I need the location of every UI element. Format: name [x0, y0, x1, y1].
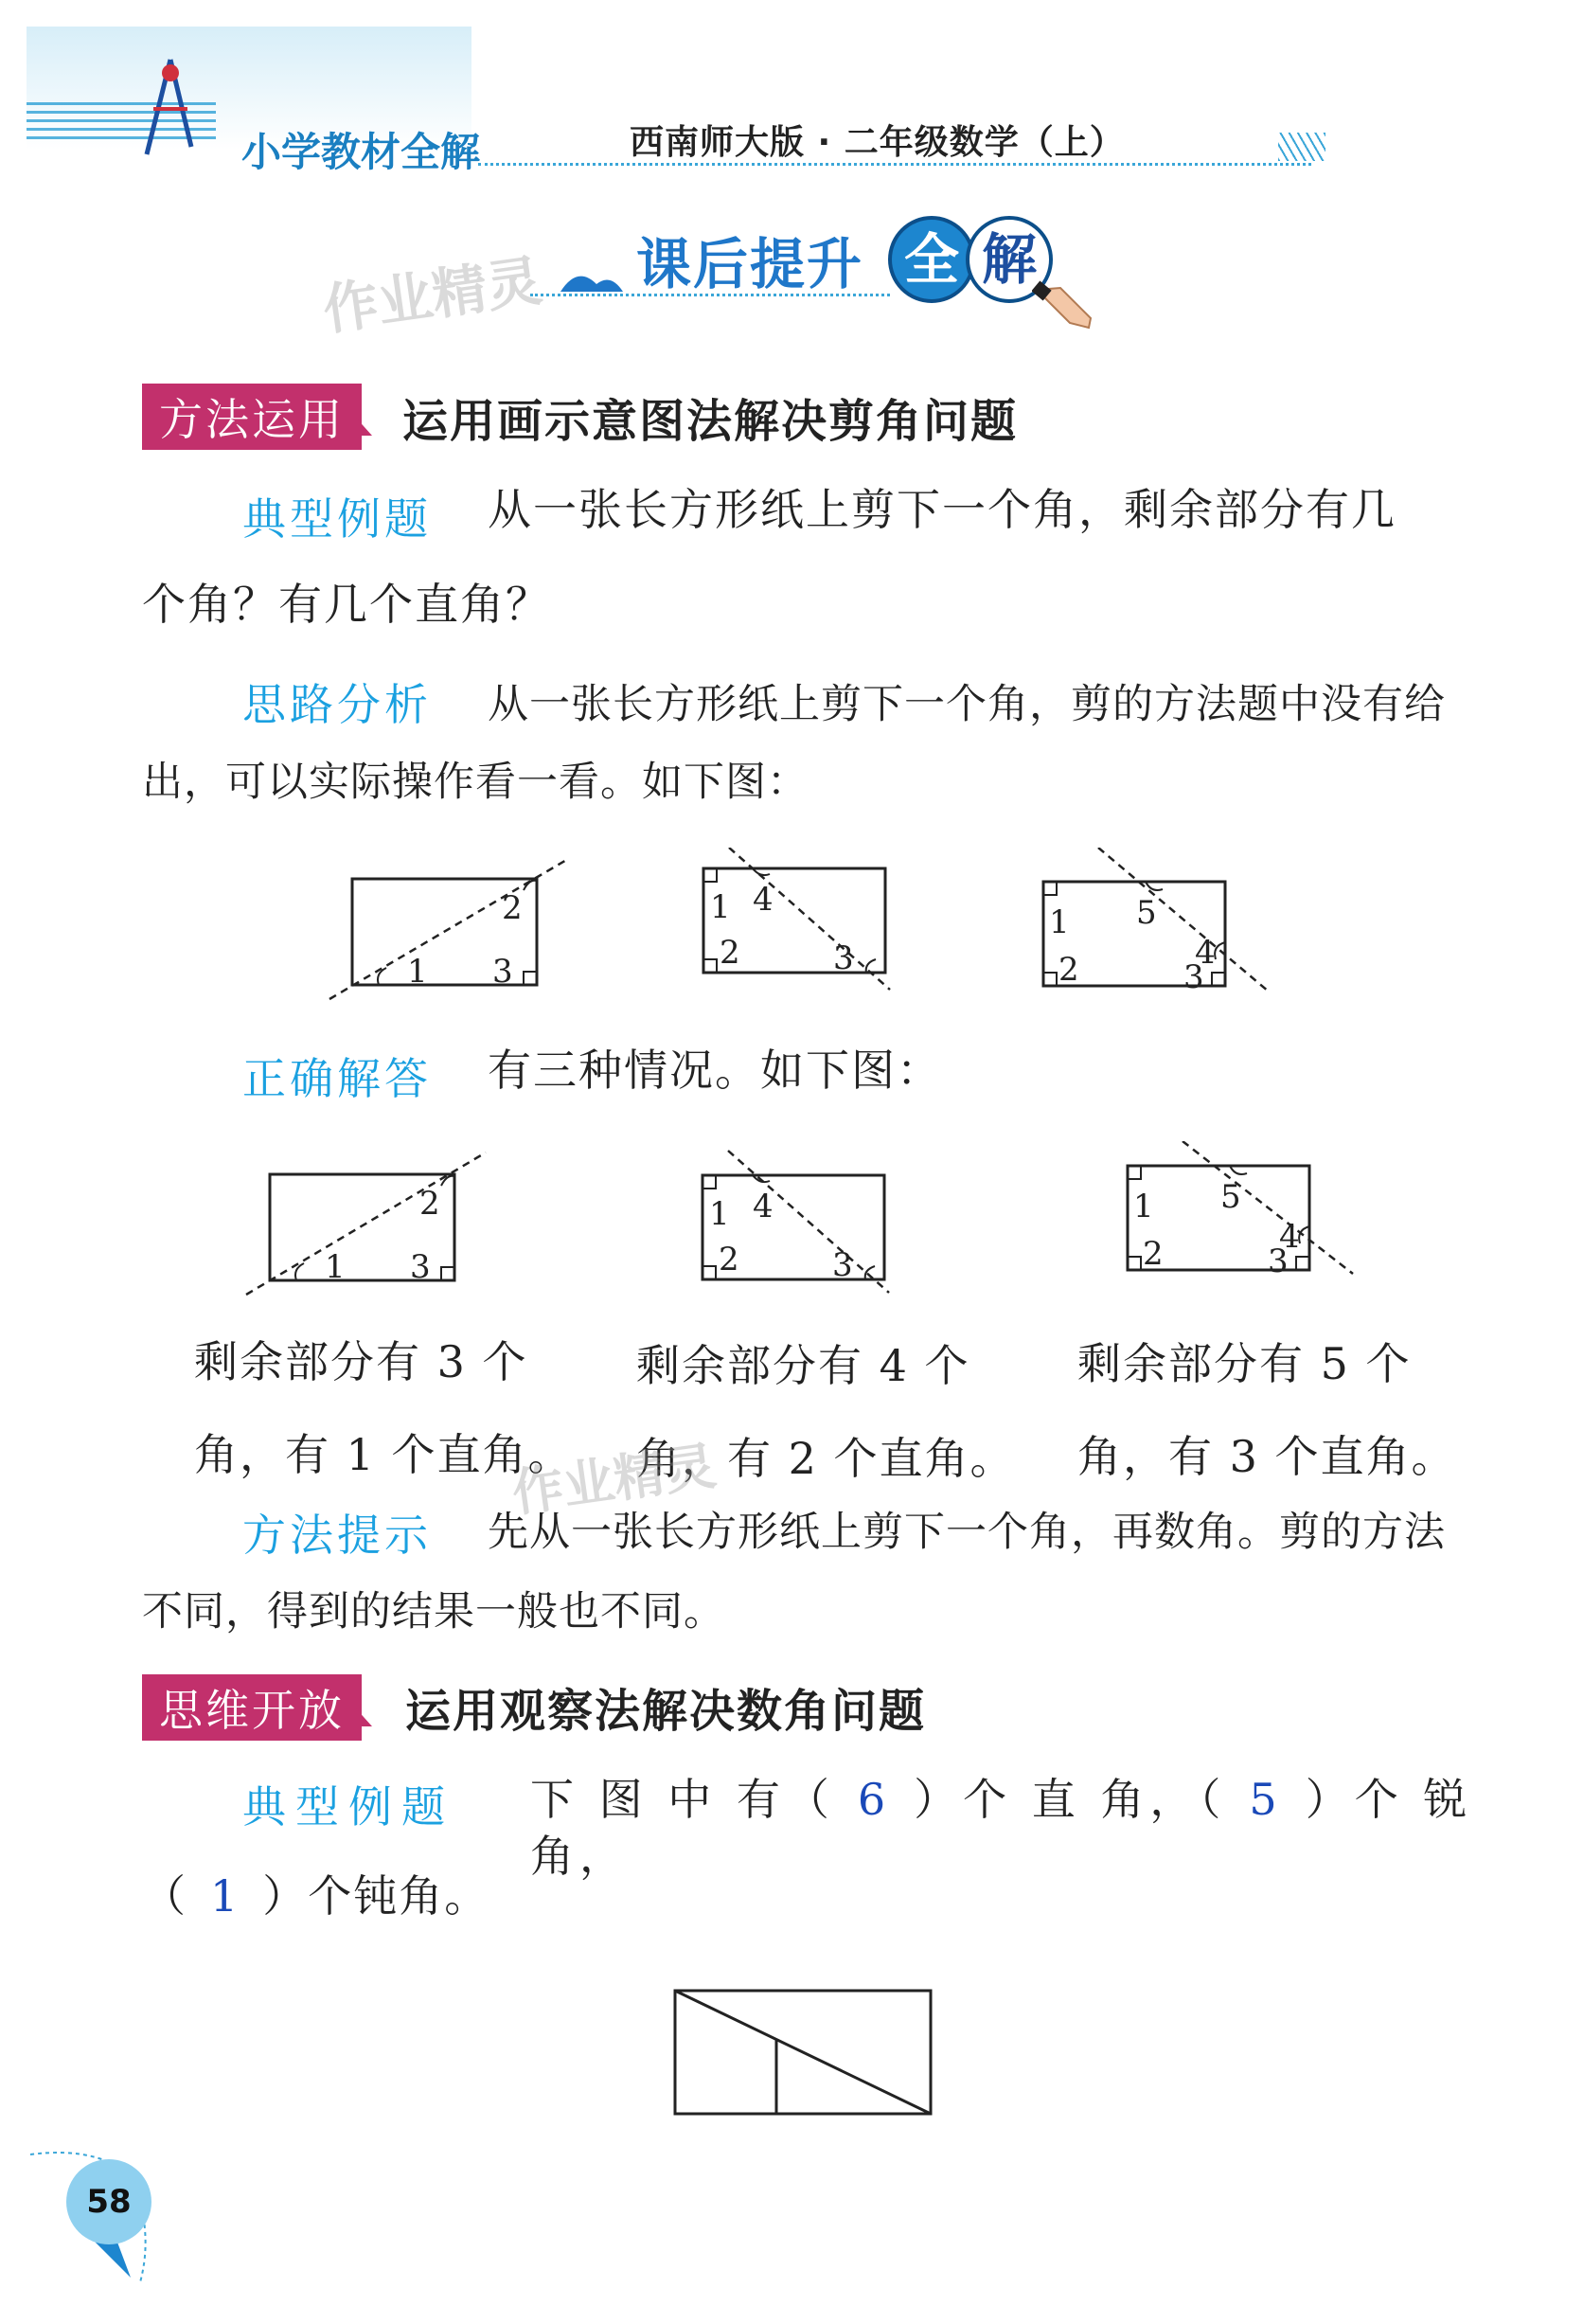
section-title-count-angles: 运用观察法解决数角问题 [405, 1685, 927, 1738]
compass-icon [133, 52, 208, 161]
label-analysis: 思路分析 [242, 679, 432, 730]
header-dotted-rule [478, 163, 1311, 166]
angle-label: 1 [407, 953, 428, 991]
label-typical-example: 典型例题 [242, 493, 432, 545]
angle-label: 2 [1058, 951, 1079, 989]
section-tag-open-thinking: 思维开放 [142, 1674, 362, 1741]
angle-label: 1 [1049, 903, 1070, 941]
angle-label: 3 [1268, 1242, 1289, 1280]
wave-icon [559, 265, 625, 294]
tag-arrow [355, 1707, 372, 1726]
question-line2: （ 1 ）个钝角。 [142, 1870, 490, 1922]
answer-obtuse-angles: 1 [210, 1870, 240, 1922]
result-c-line2: 角，有 3 个直角。 [1077, 1431, 1457, 1482]
angle-label: 4 [1195, 934, 1216, 972]
angle-label: 1 [325, 1248, 346, 1286]
angle-label: 5 [1220, 1178, 1241, 1216]
analysis-text-line2: 出，可以实际操作看一看。如下图： [142, 759, 809, 806]
angle-label: 3 [410, 1248, 431, 1286]
angle-label: 4 [753, 881, 774, 919]
header-series-title: 小学教材全解 [241, 129, 481, 175]
result-b-line2: 角，有 2 个直角。 [636, 1433, 1016, 1484]
result-c-line1: 剩余部分有 5 个 [1077, 1338, 1412, 1389]
angle-label: 5 [1136, 894, 1157, 932]
header-hatch-decoration [1278, 133, 1325, 161]
header-edition: 西南师大版 · 二年级数学（上） [630, 123, 1125, 162]
question-line1: 下 图 中 有（ 6 ）个 直 角，（ 5 ）个 锐 角， [530, 1774, 1473, 1882]
figure-row-answer [241, 1141, 1373, 1307]
watermark: 作业精灵 [508, 1436, 720, 1524]
tip-text-line2: 不同，得到的结果一般也不同。 [142, 1588, 725, 1636]
angle-label: 4 [753, 1188, 774, 1225]
label-method-tip: 方法提示 [242, 1510, 432, 1561]
result-b-line1: 剩余部分有 4 个 [636, 1340, 970, 1391]
result-a-line2: 角，有 1 个直角。 [194, 1429, 574, 1480]
analysis-text-line1: 从一张长方形纸上剪下一个角，剪的方法题中没有给 [488, 681, 1446, 728]
angle-label: 2 [419, 1185, 440, 1223]
angle-label: 1 [710, 888, 731, 926]
answer-acute-angles: 5 [1249, 1774, 1283, 1825]
figure-answer-a [246, 1153, 486, 1295]
figure-answer-c [1128, 1141, 1353, 1280]
figure-cut-b [703, 848, 890, 990]
example-text-line1: 从一张长方形纸上剪下一个角，剩余部分有几 [488, 484, 1396, 535]
label-typical-example: 典型例题 [242, 1781, 454, 1832]
angle-label: 3 [833, 939, 854, 977]
section-tag-method: 方法运用 [142, 384, 362, 450]
angle-label: 2 [502, 889, 523, 927]
example-text-line2: 个角？有几个直角？ [142, 579, 551, 630]
angle-label: 2 [1143, 1235, 1164, 1273]
result-a-line1: 剩余部分有 3 个 [194, 1336, 528, 1387]
banner-title: 课后提升 [636, 232, 864, 296]
banner-badge-full: 全 [888, 216, 975, 303]
hand-icon [1032, 280, 1098, 337]
angle-label: 3 [1183, 958, 1204, 996]
angle-label: 3 [492, 953, 513, 991]
banner-badge-magnifier: 解 [966, 216, 1053, 303]
figure-answer-b [703, 1151, 889, 1293]
tip-text-line1: 先从一张长方形纸上剪下一个角，再数角。剪的方法 [488, 1509, 1446, 1556]
page-number: 58 [66, 2159, 151, 2244]
figure-cut-c [1043, 848, 1269, 996]
watermark: 作业精灵 [319, 248, 546, 343]
figure-cut-a [329, 859, 568, 999]
answer-text: 有三种情况。如下图： [488, 1045, 942, 1096]
angle-label: 2 [719, 1241, 739, 1278]
figure-row-analysis [322, 848, 1288, 1013]
answer-right-angles: 6 [857, 1774, 892, 1825]
angle-label: 3 [832, 1246, 853, 1284]
figure-count-angles [667, 1979, 937, 2121]
angle-label: 1 [709, 1195, 730, 1233]
label-correct-answer: 正确解答 [242, 1053, 432, 1104]
angle-label: 4 [1279, 1218, 1300, 1256]
angle-label: 1 [1133, 1188, 1154, 1225]
angle-label: 2 [720, 934, 740, 972]
tag-arrow [355, 417, 372, 436]
section-title-cut-corner: 运用画示意图法解决剪角问题 [402, 395, 1019, 448]
